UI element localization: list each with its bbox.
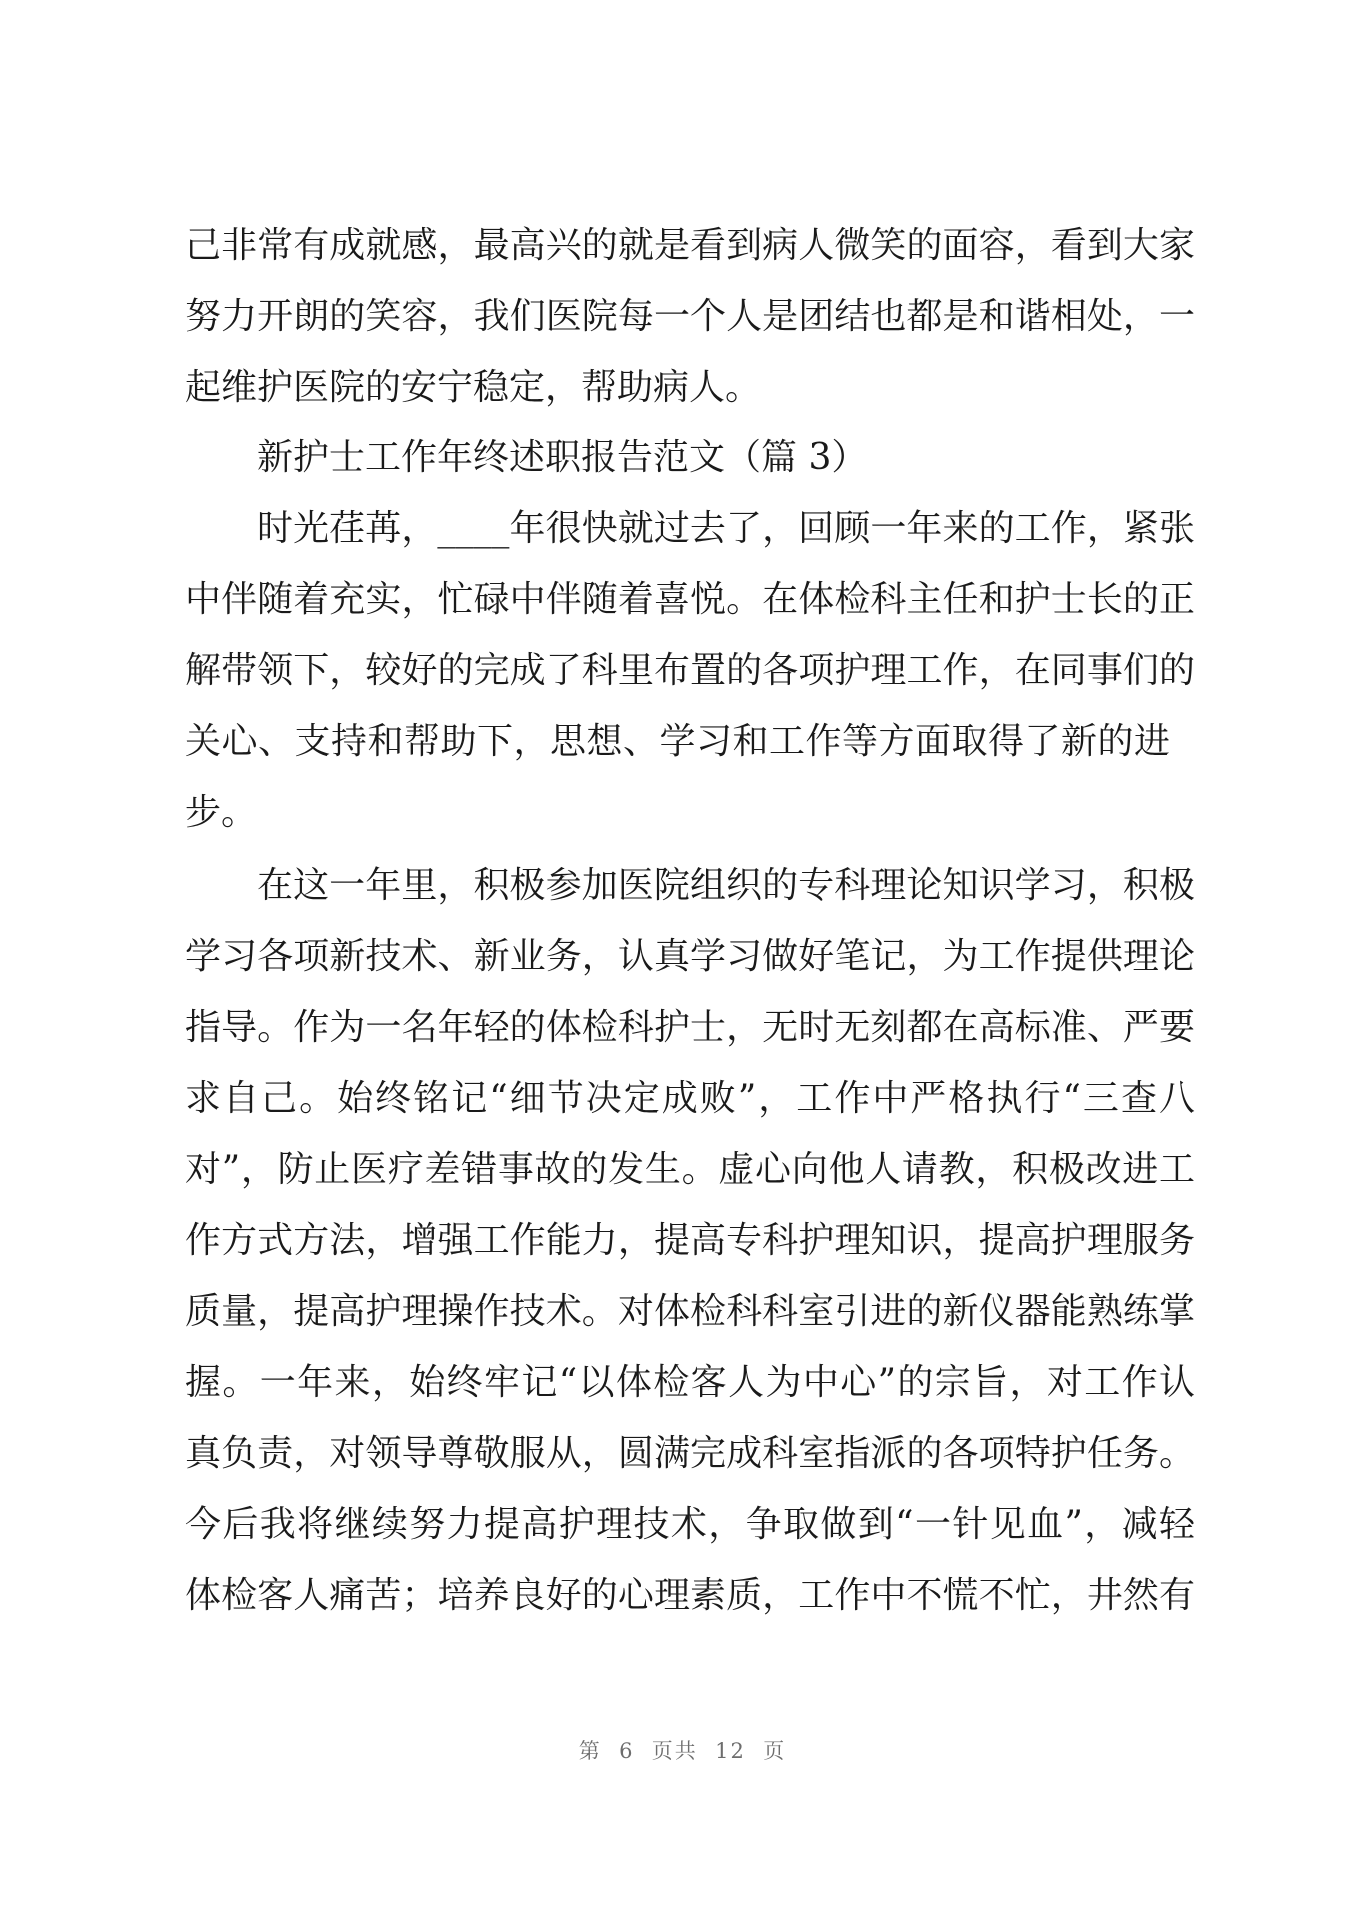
text-line: 指导。作为一名年轻的体检科护士，无时无刻都在高标准、严要 bbox=[185, 1007, 1195, 1048]
text-line: 质量，提高护理操作技术。对体检科科室引进的新仪器能熟练掌 bbox=[185, 1291, 1195, 1332]
text-line: 解带领下，较好的完成了科里布置的各项护理工作，在同事们的 bbox=[185, 650, 1195, 691]
page-number-footer: 第 6 页共 12 页 bbox=[578, 1739, 787, 1763]
text-line: 对”，防止医疗差错事故的发生。虚心向他人请教，积极改进工 bbox=[185, 1149, 1195, 1190]
text-line: 今后我将继续努力提高护理技术，争取做到“一针见血”，减轻 bbox=[185, 1504, 1195, 1545]
text-line: 关心、支持和帮助下，思想、学习和工作等方面取得了新的进 bbox=[185, 721, 1170, 762]
text-line: 求自己。始终铭记“细节决定成败”，工作中严格执行“三查八 bbox=[185, 1078, 1195, 1119]
text-line: 学习各项新技术、新业务，认真学习做好笔记，为工作提供理论 bbox=[185, 936, 1195, 977]
text-line: 时光荏苒，____年很快就过去了，回顾一年来的工作，紧张 bbox=[257, 508, 1195, 549]
text-line: 中伴随着充实，忙碌中伴随着喜悦。在体检科主任和护士长的正 bbox=[185, 579, 1195, 620]
text-line: 在这一年里，积极参加医院组织的专科理论知识学习，积极 bbox=[257, 865, 1195, 906]
text-line: 步。 bbox=[185, 792, 258, 833]
text-line: 己非常有成就感，最高兴的就是看到病人微笑的面容，看到大家 bbox=[185, 225, 1195, 266]
text-line: 作方式方法，增强工作能力，提高专科护理知识，提高护理服务 bbox=[185, 1220, 1195, 1261]
text-line: 握。一年来，始终牢记“以体检客人为中心”的宗旨，对工作认 bbox=[185, 1362, 1195, 1403]
text-line: 努力开朗的笑容，我们医院每一个人是团结也都是和谐相处，一 bbox=[185, 296, 1195, 337]
section-heading: 新护士工作年终述职报告范文（篇 3） bbox=[257, 437, 868, 478]
text-line: 体检客人痛苦；培养良好的心理素质，工作中不慌不忙，井然有 bbox=[185, 1575, 1195, 1616]
text-line: 真负责，对领导尊敬服从，圆满完成科室指派的各项特护任务。 bbox=[185, 1433, 1195, 1474]
text-line: 起维护医院的安宁稳定，帮助病人。 bbox=[185, 367, 762, 408]
